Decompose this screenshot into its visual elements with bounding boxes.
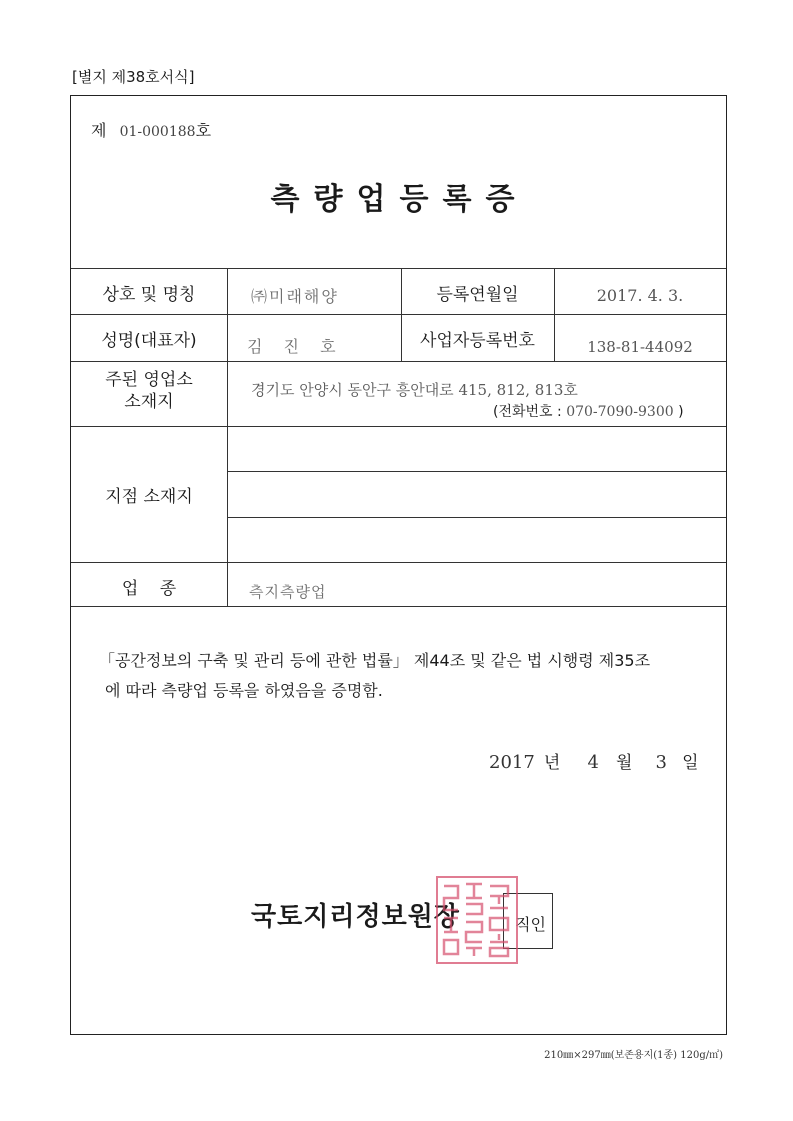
issue-month: 4 [587,752,599,773]
office-label-line2: 소재지 [124,392,174,412]
issue-month-unit: 월 [615,753,633,773]
certificate-frame [70,95,727,1035]
rule [71,426,726,427]
rule [71,606,726,607]
rule [227,471,726,472]
declaration-line1: 「공간정보의 구축 및 관리 등에 관한 법률」 제44조 및 같은 법 시행령 제35조 [99,651,651,670]
office-phone-close: ) [678,404,684,420]
issue-date [489,748,699,773]
declaration-line2: 에 따라 측량업 등록을 하였음을 증명함. [105,681,383,700]
business-label: 업 종 [121,579,177,599]
form-label: [별지 제38호서식] [72,68,195,86]
reg-date-label: 등록연월일 [436,285,519,305]
office-phone-open: (전화번호 : [493,404,562,420]
paper-spec: 210㎜×297㎜(보존용지(1종) 120g/㎡) [544,1050,723,1061]
declaration [99,646,719,706]
reg-date-value: 2017. 4. 3. [596,286,684,305]
office-label [71,369,227,413]
rule [71,268,726,269]
cert-no-suffix: 호 [195,121,212,140]
cert-no-value: 01-000188 [119,124,196,140]
issuer-name: 국토지리정보원장 [251,902,460,932]
representative-label: 성명(대표자) [101,331,197,351]
rule [71,562,726,563]
issue-year: 2017 [489,752,535,773]
biz-no-value: 138-81-44092 [587,338,693,356]
issue-year-unit: 년 [543,753,561,773]
issue-day-unit: 일 [682,753,699,773]
office-address: 경기도 안양시 동안구 흥안대로 415, 812, 813호 [251,381,578,399]
business-value: 측지측량업 [249,583,327,601]
rule [227,517,726,518]
rule [71,361,726,362]
certificate-title: 측량업등록증 [270,182,529,217]
official-seal-icon [436,876,518,964]
cert-no-prefix: 제 [91,121,107,140]
certificate-number [91,118,211,141]
representative-value: 김 진 호 [247,337,344,356]
seal-mark: 직인 [515,915,546,934]
issue-day: 3 [655,752,667,773]
office-label-line1: 주된 영업소 [105,370,193,390]
biz-no-label: 사업자등록번호 [420,331,535,351]
company-label: 상호 및 명칭 [102,285,196,305]
company-value: ㈜미래해양 [251,287,339,306]
rule [71,314,726,315]
office-phone-value: 070-7090-9300 [566,404,674,420]
office-phone [493,401,684,421]
column-rule [227,268,228,606]
branch-label: 지점 소재지 [105,487,193,507]
